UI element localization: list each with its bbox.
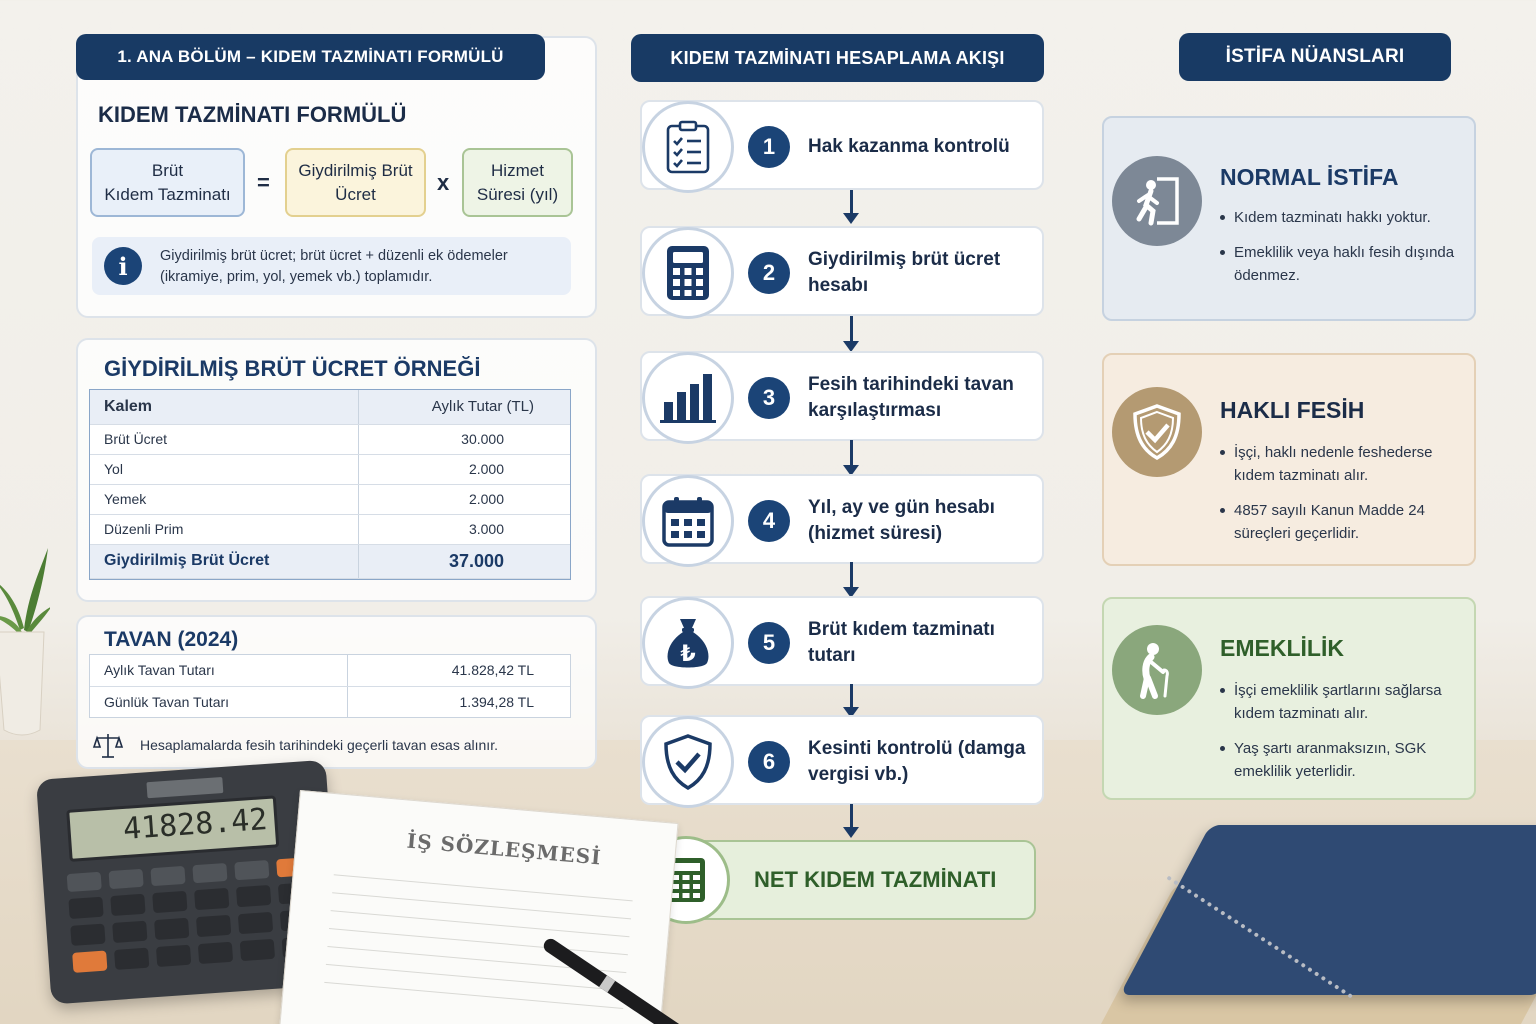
info-icon: i	[104, 247, 142, 285]
contract-title: İŞ SÖZLEŞMESİ	[405, 828, 603, 870]
table-row	[90, 514, 570, 544]
flow-step-6	[640, 715, 1044, 805]
step-number: 3	[748, 377, 790, 419]
flow-arrow	[843, 316, 859, 352]
card-normal-istifa	[1102, 116, 1476, 321]
step-number: 1	[748, 126, 790, 168]
table-total-row	[90, 544, 570, 578]
list-item: Emeklilik veya haklı fesih dışında ödenmez.	[1220, 241, 1454, 287]
row-amount: 30.000	[358, 424, 570, 454]
table-row	[90, 686, 570, 717]
card-bullets	[1220, 206, 1454, 299]
flow-step-5	[640, 596, 1044, 686]
flow-step-4	[640, 474, 1044, 564]
flow-header: KIDEM TAZMİNATI HESAPLAMA AKIŞI	[631, 34, 1044, 82]
row-amount: 2.000	[358, 454, 570, 484]
example-title: GİYDİRİLMİŞ BRÜT ÜCRET ÖRNEĞİ	[104, 356, 481, 381]
card-title: HAKLI FESİH	[1220, 397, 1365, 423]
row-amount: 2.000	[358, 484, 570, 514]
row-item: Brüt Ücret	[90, 424, 358, 454]
table-header-row	[90, 390, 570, 424]
times-sign: x	[437, 170, 450, 195]
shield-check-icon	[642, 716, 734, 808]
flow-arrow	[843, 684, 859, 718]
flow-arrow	[843, 440, 859, 476]
formula-factor2-label: Hizmet Süresi (yıl)	[476, 160, 559, 204]
total-item: Giydirilmiş Brüt Ücret	[90, 544, 358, 578]
row-item: Yol	[90, 454, 358, 484]
step-label: Brüt kıdem tazminatı tutarı	[808, 619, 995, 666]
flow-step-3	[640, 351, 1044, 441]
info-box	[92, 237, 571, 295]
ceiling-item: Günlük Tavan Tutarı	[104, 693, 230, 710]
elderly-person-icon	[1112, 625, 1202, 715]
step-label: Fesih tarihindeki tavan karşılaştırması	[808, 374, 1014, 421]
card-emeklilik	[1102, 597, 1476, 800]
table-row	[90, 655, 570, 686]
flow-step-2	[640, 226, 1044, 316]
total-amount: 37.000	[358, 544, 570, 578]
info-text: Giydirilmiş brüt ücret; brüt ücret + düzenli ek ödemeler (ikramiye, prim, yol, yemek vb.) toplamıdır.	[160, 248, 508, 285]
list-item: Yaş şartı aranmaksızın, SGK emeklilik yeterlidir.	[1220, 737, 1442, 783]
final-result-box	[640, 840, 1036, 920]
card-title: EMEKLİLİK	[1220, 635, 1344, 661]
calculator-display: 41828.42	[121, 802, 269, 847]
flow-arrow	[843, 562, 859, 598]
step-number: 5	[748, 622, 790, 664]
step-label: Giydirilmiş brüt ücret hesabı	[808, 249, 1001, 296]
formula-factor1-label: Giydirilmiş Brüt Ücret	[298, 160, 413, 204]
step-number: 4	[748, 500, 790, 542]
flow-arrow	[843, 190, 859, 224]
ceiling-title: TAVAN (2024)	[104, 628, 239, 651]
money-bag-icon	[642, 597, 734, 689]
formula-result-box	[90, 148, 245, 217]
table-row	[90, 454, 570, 484]
row-amount: 3.000	[358, 514, 570, 544]
col-amount-header: Aylık Tutar (TL)	[358, 390, 570, 424]
flow-step-1	[640, 100, 1044, 190]
table-row	[90, 424, 570, 454]
ceiling-item: Aylık Tavan Tutarı	[90, 655, 347, 686]
step-label: Hak kazanma kontrolü	[808, 136, 1010, 157]
formula-title: KIDEM TAZMİNATI FORMÜLÜ	[98, 102, 407, 127]
scale-icon	[92, 730, 124, 762]
row-item: Yemek	[90, 484, 358, 514]
bar-chart-icon	[642, 352, 734, 444]
shield-check-icon	[1112, 387, 1202, 477]
formula-result-label: Brüt Kıdem Tazminatı	[104, 160, 231, 204]
card-title: NORMAL İSTİFA	[1220, 164, 1399, 190]
calculator-icon	[642, 227, 734, 319]
plant-illustration	[0, 540, 50, 740]
card-bullets	[1220, 679, 1442, 795]
table-row	[90, 484, 570, 514]
final-result-label: NET KIDEM TAZMİNATI	[754, 867, 997, 892]
ceiling-amount: 41.828,42 TL	[347, 655, 570, 686]
clipboard-checklist-icon	[642, 101, 734, 193]
exit-door-icon	[1112, 156, 1202, 246]
formula-factor2-box	[462, 148, 573, 217]
example-table	[89, 389, 571, 580]
card-bullets	[1220, 441, 1432, 557]
ceiling-table	[89, 654, 571, 718]
step-label: Yıl, ay ve gün hesabı (hizmet süresi)	[808, 497, 995, 544]
calendar-icon	[642, 475, 734, 567]
row-item: Düzenli Prim	[90, 514, 358, 544]
ceiling-amount: 1.394,28 TL	[347, 686, 570, 717]
formula-factor1-box	[285, 148, 426, 217]
step-number: 6	[748, 741, 790, 783]
card-hakli-fesih	[1102, 353, 1476, 566]
lira-symbol: ₺	[680, 642, 696, 667]
step-number: 2	[748, 252, 790, 294]
list-item: 4857 sayılı Kanun Madde 24 süreçleri geçerlidir.	[1220, 499, 1432, 545]
list-item: Kıdem tazminatı hakkı yoktur.	[1220, 206, 1454, 229]
equals-sign: =	[257, 170, 270, 195]
step-label: Kesinti kontrolü (damga vergisi vb.)	[808, 738, 1026, 785]
list-item: İşçi, haklı nedenle feshederse kıdem tazminatı alır.	[1220, 441, 1432, 487]
list-item: İşçi emeklilik şartlarını sağlarsa kıdem tazminatı alır.	[1220, 679, 1442, 725]
right-header: İSTİFA NÜANSLARI	[1179, 33, 1451, 81]
section-header: 1. ANA BÖLÜM – KIDEM TAZMİNATI FORMÜLÜ	[76, 34, 545, 80]
ceiling-note: Hesaplamalarda fesih tarihindeki geçerli tavan esas alınır.	[140, 737, 498, 753]
flow-arrow	[843, 804, 859, 838]
col-item-header: Kalem	[90, 390, 358, 424]
notebook-illustration	[1125, 815, 1536, 1024]
